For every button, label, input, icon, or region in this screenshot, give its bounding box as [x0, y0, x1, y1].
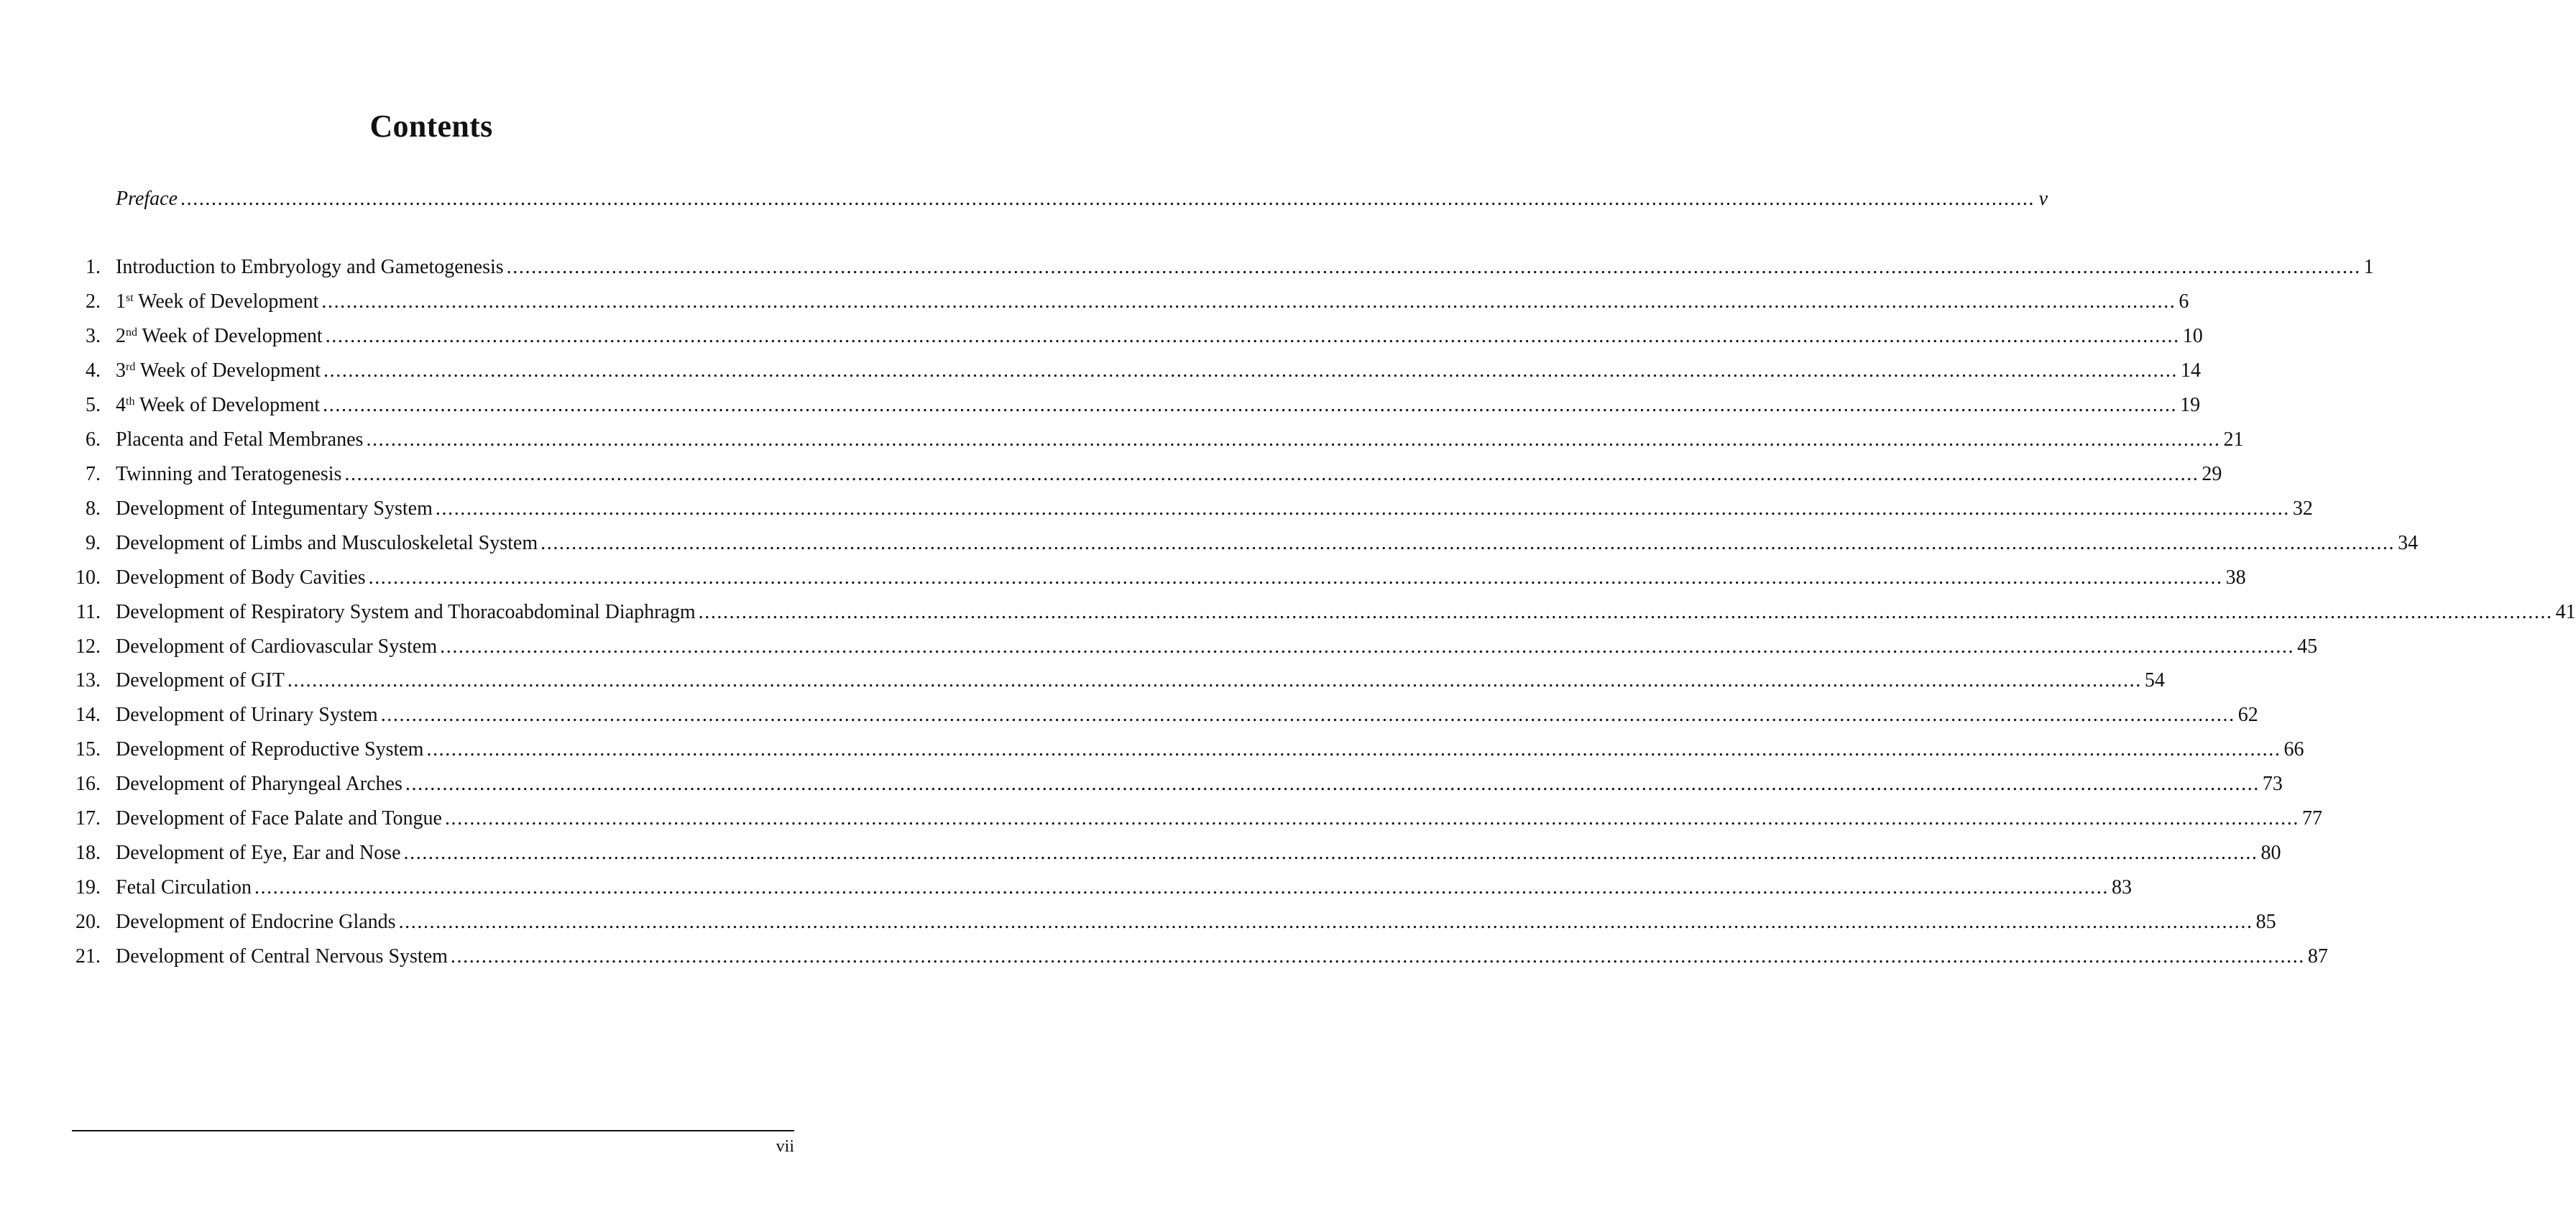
toc-dot-leader: ............................................................................................................................................................................................................................................................................................................	[323, 359, 2179, 382]
toc-dot-leader: ............................................................................................................................................................................................................................................................................................................	[426, 738, 2281, 761]
toc-entry[interactable]	[72, 633, 2318, 661]
toc-entry-title-text: Development of Urinary System	[116, 704, 378, 727]
toc-dot-leader: ............................................................................................................................................................................................................................................................................................................	[440, 635, 2295, 658]
toc-page-number: 38	[2225, 566, 2246, 589]
toc-entry[interactable]	[72, 804, 2322, 833]
toc-page-number: 1	[2363, 256, 2374, 278]
toc-entry[interactable]	[72, 253, 2374, 282]
toc-entry-number: 13.	[75, 669, 101, 692]
toc-page-number: 54	[2144, 669, 2165, 692]
toc-entry-title-text: Development of Respiratory System and Thoracoabdominal Diaphragm	[116, 600, 696, 623]
toc-entry-title-text: Week of Development	[137, 324, 323, 347]
toc-dot-leader: ............................................................................................................................................................................................................................................................................................................	[344, 462, 2199, 485]
toc-dot-leader: ............................................................................................................................................................................................................................................................................................................	[444, 807, 2299, 830]
toc-dot-leader: ............................................................................................................................................................................................................................................................................................................	[321, 290, 2176, 313]
toc-page-number: 83	[2111, 876, 2132, 899]
toc-page-number: 80	[2260, 842, 2281, 865]
toc-page-number: 66	[2283, 738, 2304, 761]
toc-entry-title	[116, 735, 423, 764]
toc-entry[interactable]	[72, 942, 2328, 971]
toc-entry-number: 6.	[86, 428, 101, 451]
toc-page-number: 21	[2223, 428, 2244, 451]
toc-entry-number: 11.	[76, 600, 101, 623]
toc-page-number: 73	[2262, 773, 2283, 796]
toc-page-number: 10	[2182, 324, 2203, 347]
toc-entry-number: 19.	[75, 876, 101, 899]
toc-entry-number: 5.	[86, 393, 101, 416]
toc-entry-title	[116, 839, 401, 868]
toc-entry-title	[116, 253, 504, 282]
toc-entry-number: 4.	[86, 359, 101, 382]
toc-entry-title	[116, 598, 696, 627]
toc-dot-leader: ............................................................................................................................................................................................................................................................................................................	[506, 256, 2361, 278]
toc-entry[interactable]	[72, 460, 2222, 489]
toc-page-number: 87	[2307, 945, 2328, 968]
toc-entry-title-text: Development of Central Nervous System	[116, 945, 448, 968]
toc-entry-title	[116, 701, 378, 730]
toc-dot-leader: ............................................................................................................................................................................................................................................................................................................	[325, 324, 2180, 347]
toc-entry-title-text: Week of Development	[135, 359, 321, 382]
toc-entry-title	[116, 633, 437, 661]
toc-entry[interactable]	[72, 495, 2313, 523]
toc-entry-number: 15.	[75, 738, 101, 761]
footer-rule	[72, 1130, 794, 1131]
ordinal-suffix: th	[126, 395, 135, 408]
toc-entry-number: 9.	[86, 531, 101, 554]
toc-entry-number: 12.	[75, 635, 101, 658]
toc-page-number: 41	[2555, 600, 2576, 623]
toc-entry-title	[116, 529, 538, 558]
toc-entry-title-text: Development of Reproductive System	[116, 738, 424, 761]
toc-entry[interactable]	[72, 839, 2281, 868]
toc-page-number: 77	[2301, 807, 2322, 830]
toc-entry-title	[116, 770, 402, 799]
toc-entry-number: 20.	[75, 911, 101, 934]
toc-dot-leader: ............................................................................................................................................................................................................................................................................................................	[398, 911, 2253, 934]
toc-entry-title-text: Development of Pharyngeal Arches	[116, 773, 402, 796]
toc-entry-title-text: Introduction to Embryology and Gametogenesis	[116, 256, 504, 278]
toc-page-number: 45	[2297, 635, 2318, 658]
toc-entry[interactable]	[72, 288, 2189, 316]
toc-entry-number: 21.	[75, 945, 101, 968]
toc-entry-title-text: Development of GIT	[116, 669, 285, 692]
toc-entry-title	[116, 322, 323, 351]
toc-entry-number: 18.	[75, 842, 101, 865]
toc-page-number: 19	[2180, 393, 2201, 416]
toc-entry-title	[116, 460, 341, 489]
toc-dot-leader: ............................................................................................................................................................................................................................................................................................................	[698, 600, 2553, 623]
toc-entry[interactable]	[72, 598, 2576, 627]
toc-entry-title	[116, 804, 442, 833]
toc-entry-title-text: Development of Limbs and Musculoskeletal System	[116, 531, 538, 554]
toc-entry-title: Preface	[116, 188, 178, 210]
toc-entry[interactable]	[72, 666, 2165, 695]
toc-entry-title-text: Placenta and Fetal Membranes	[116, 428, 364, 451]
toc-dot-leader: ............................................................................................................................................................................................................................................................................................................	[254, 876, 2109, 899]
toc-entry-number: 14.	[75, 704, 101, 727]
toc-dot-leader: ............................................................................................................................................................................................................................................................................................................	[403, 842, 2258, 865]
toc-entry[interactable]	[72, 873, 2132, 902]
toc-entry[interactable]	[72, 357, 2202, 385]
toc-entry-title-text: Development of Body Cavities	[116, 566, 366, 589]
toc-entry-title-text: Development of Eye, Ear and Nose	[116, 842, 401, 865]
page-folio: vii	[776, 1137, 794, 1156]
toc-entry-title	[116, 357, 321, 385]
toc-dot-leader: ............................................................................................................................................................................................................................................................................................................	[366, 428, 2221, 451]
toc-page-number: 85	[2255, 911, 2276, 934]
toc-entry[interactable]	[72, 564, 2246, 592]
toc-entry-title-text: 4	[116, 393, 126, 416]
toc-page-number: 29	[2202, 462, 2222, 485]
toc-page-number: 62	[2237, 704, 2258, 727]
ordinal-suffix: st	[126, 291, 134, 304]
toc-entry-title-text: Development of Face Palate and Tongue	[116, 807, 442, 830]
toc-entry-title	[116, 564, 366, 592]
toc-entry-title	[116, 873, 252, 902]
toc-entry-number: 10.	[75, 566, 101, 589]
toc-entry-title-text: Development of Cardiovascular System	[116, 635, 438, 658]
toc-entry-number: 2.	[86, 290, 101, 313]
toc-page-number: 14	[2181, 359, 2202, 382]
toc-page-number: 34	[2398, 531, 2419, 554]
toc-entry[interactable]	[72, 529, 2419, 558]
toc-entry-number: 8.	[86, 497, 101, 520]
toc-entry[interactable]	[72, 735, 2304, 764]
toc-page-number: v	[2038, 188, 2048, 210]
toc-entry-title	[116, 391, 320, 420]
ordinal-suffix: nd	[126, 326, 137, 339]
toc-entry-title-text: Week of Development	[134, 393, 321, 416]
toc-entry-title-text: Twinning and Teratogenesis	[116, 462, 342, 485]
toc-entry-preface[interactable]	[72, 185, 2048, 213]
toc-dot-leader: ............................................................................................................................................................................................................................................................................................................	[540, 531, 2396, 554]
toc-entry-title	[116, 666, 285, 695]
toc-entry-title-text: 2	[116, 324, 126, 347]
toc-entry-number: 17.	[75, 807, 101, 830]
toc-entry-number: 3.	[86, 324, 101, 347]
page-title: Contents	[369, 109, 493, 144]
toc-entry[interactable]	[72, 322, 2203, 351]
toc-entry-title-text: Fetal Circulation	[116, 876, 252, 899]
toc-dot-leader: ............................................................................................................................................................................................................................................................................................................	[450, 945, 2305, 968]
toc-entry-title-text: Development of Endocrine Glands	[116, 911, 396, 934]
toc-entry-title-text: Development of Integumentary System	[116, 497, 433, 520]
toc-entry-title-text: 3	[116, 359, 126, 382]
toc-dot-leader: ............................................................................................................................................................................................................................................................................................................	[380, 704, 2235, 727]
toc-entry-number: 7.	[86, 462, 101, 485]
toc-entry-number: 1.	[86, 256, 101, 278]
toc-dot-leader: ............................................................................................................................................................................................................................................................................................................	[368, 566, 2223, 589]
toc-entry[interactable]	[72, 770, 2283, 799]
toc-entry-title-text: 1	[116, 290, 126, 313]
toc-entry[interactable]	[72, 426, 2244, 454]
toc-entry[interactable]	[72, 908, 2276, 937]
toc-dot-leader: ............................................................................................................................................................................................................................................................................................................	[435, 497, 2290, 520]
toc-entry-title	[116, 288, 318, 316]
toc-page-number: 6	[2179, 290, 2189, 313]
toc-dot-leader: ............................................................................................................................................................................................................................................................................................................	[180, 188, 2036, 210]
ordinal-suffix: rd	[126, 360, 136, 373]
toc-dot-leader: ............................................................................................................................................................................................................................................................................................................	[405, 773, 2260, 796]
toc-entry[interactable]	[72, 391, 2201, 420]
toc-entry-title	[116, 942, 448, 971]
toc-entry-title	[116, 908, 396, 937]
toc-dot-leader: ............................................................................................................................................................................................................................................................................................................	[287, 669, 2142, 692]
toc-dot-leader: ............................................................................................................................................................................................................................................................................................................	[323, 393, 2178, 416]
toc-entry-title	[116, 495, 433, 523]
toc-entry-number: 16.	[75, 773, 101, 796]
toc-entry-title-text: Week of Development	[133, 290, 319, 313]
toc-entry[interactable]	[72, 701, 2258, 730]
toc-page-number: 32	[2292, 497, 2313, 520]
toc-entry-title	[116, 426, 363, 454]
